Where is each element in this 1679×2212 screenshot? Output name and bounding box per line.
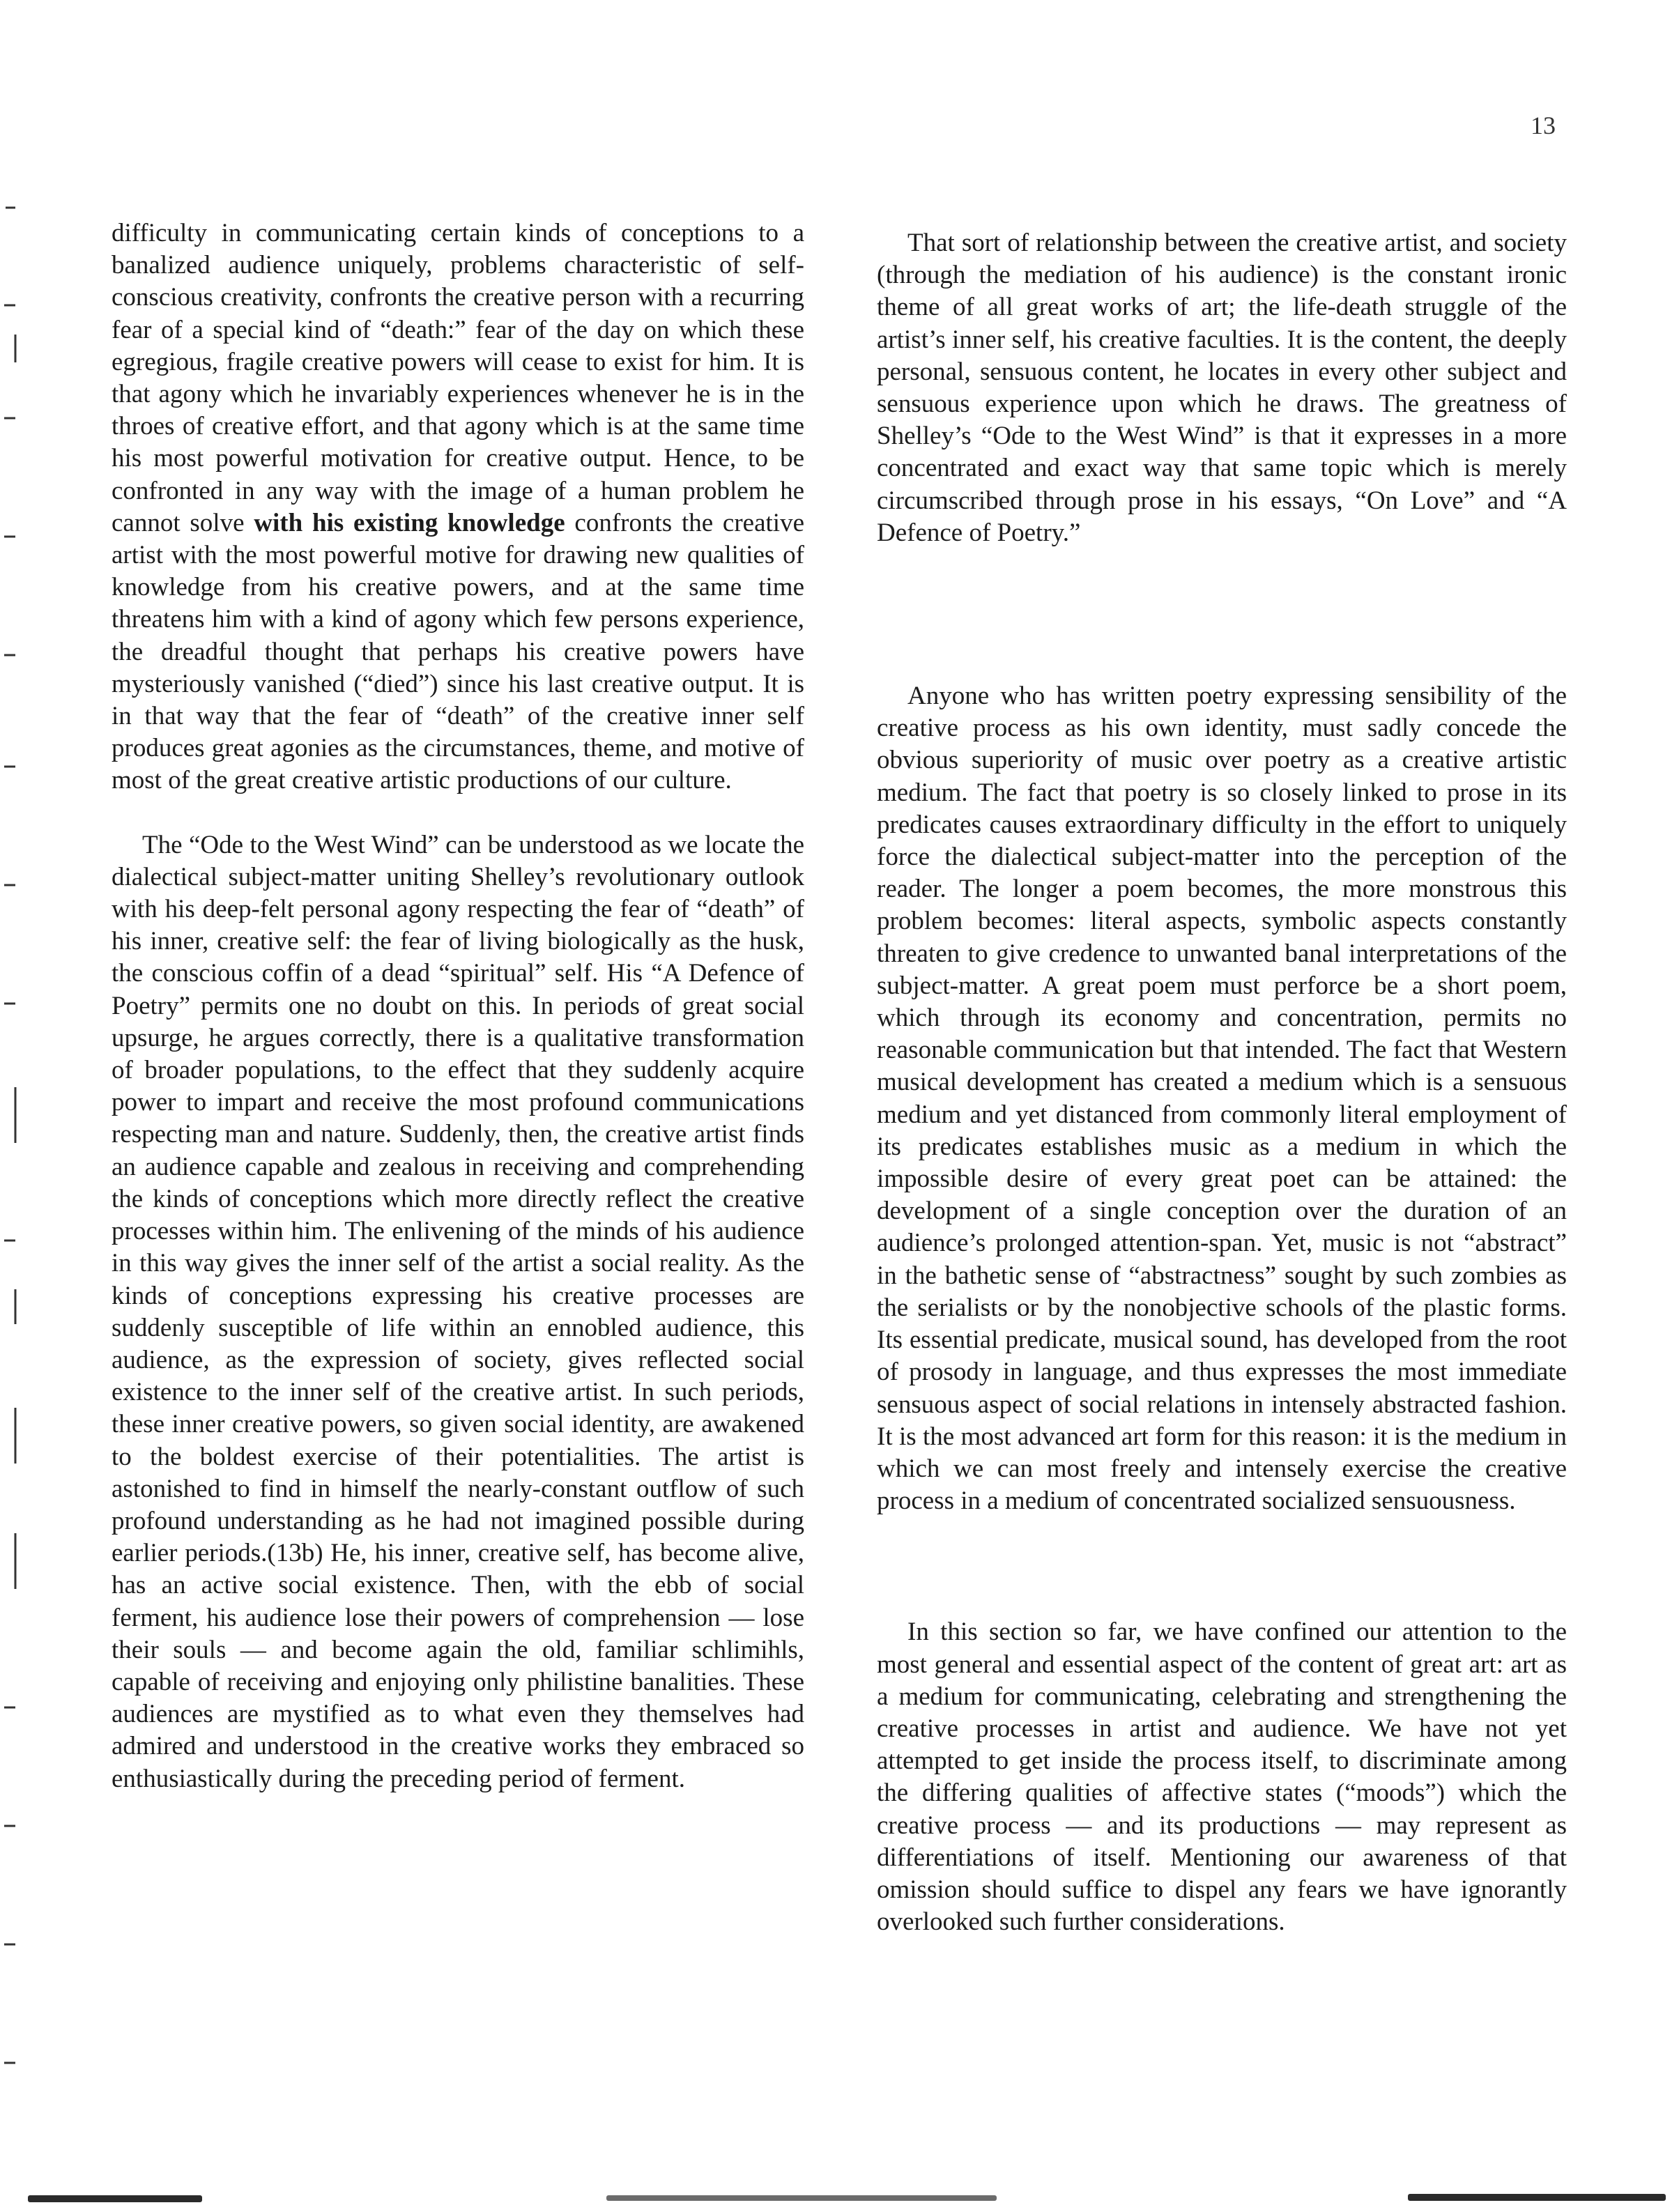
paragraph-text: confronts the creative artist with the most powerful motive for drawing new qualities of knowledge from his creative powers, and at the same time threatens him with a kind of agony which few persons experience, the dreadful thought that perhaps his creative powers have mysteriously vanished (“died”) since his last creative output. It is in that way that the fear of “death” of the creative inner self produces great agonies as the circumstances, theme, and motive of most of the great creative artistic productions of our culture. bbox=[112, 508, 804, 795]
left-column bbox=[112, 217, 804, 1795]
scan-artifact-bottom-left bbox=[28, 2195, 202, 2202]
emphasized-phrase: with his existing knowledge bbox=[254, 508, 565, 537]
right-paragraph-1: That sort of relationship between the creative artist, and society (through the mediation of his audience) is the constant ironic theme of all great works of art; the life-death struggle of the artist’s inner self, his creative faculties. It is the content, the deeply personal, sensuous content, he locates in every other subject and sensuous experience upon which he draws. The greatness of Shelley’s “Ode to the West Wind” is that it expresses in a more concentrated and exact way that same topic which is merely circumscribed through prose in his essays, “On Love” and “A Defence of Poetry.” bbox=[877, 229, 1567, 547]
left-paragraph-2: The “Ode to the West Wind” can be understood as we locate the dialectical subject-matter uniting Shelley’s revolutionary outlook with his deep-felt personal agony respecting the fear of “death” of his inner, creative self: the fear of living biologically as the husk, the conscious coffin of a dead “spiritual” self. His “A Defence of Poetry” permits one no doubt on this. In periods of great social upsurge, he argues correctly, there is a qualitative transformation of broader populations, to the effect that they suddenly acquire power to impart and receive the most profound communications respecting man and nature. Suddenly, then, the creative artist finds an audience capable and zealous in receiving and comprehending the kinds of conceptions which more directly reflect the creative processes within him. The enlivening of the minds of his audience in this way gives the inner self of the artist a social reality. As the kinds of conceptions expressing his creative processes are suddenly susceptible of life within an ennobled audience, this audience, as the expression of society, gives reflected social existence to the inner self of the creative artist. In such periods, these inner creative powers, so given social identity, are awakened to the boldest exercise of their potentialities. The artist is astonished to find in himself the nearly-constant outflow of such profound understanding as he had not imagined possible during earlier periods.(13b) He, his inner, creative self, has become alive, has an active social existence. Then, with the ebb of social ferment, his audience lose their powers of comprehension — lose their souls — and become again the old, familiar schlimihls, capable of receiving and enjoying only philistine banalities. These audiences are mystified as to what even they themselves had admired and understood in the creative works they embraced so enthusiastically during the preceding period of ferment. bbox=[112, 830, 804, 1793]
scan-margin-marks bbox=[0, 0, 21, 2212]
page-number: 13 bbox=[1531, 112, 1556, 139]
right-paragraph-3: In this section so far, we have confined our attention to the most general and essential aspect of the content of great art: art as a medium for communicating, celebrating and strengthening the creative processes in artist and audience. We have not yet attempted to get inside the process itself, to discriminate among the differing qualities of affective states (“moods”) which the creative process — and its productions — may represent as differentiations of itself. Mentioning our awareness of that omission should suffice to dispel any fears we have ignorantly overlooked such further considerations. bbox=[877, 1618, 1567, 1937]
left-paragraph-1 bbox=[112, 217, 804, 797]
scan-artifact-bottom-right bbox=[1408, 2194, 1666, 2201]
paragraph-text: difficulty in communicating certain kinds of conceptions to a banalized audience uniquely, problems characteristic of self-conscious creativity, confronts the creative person with a recurring fear of a special kind of “death:” fear of the day on which these egregious, fragile creative powers will cease to exist for him. It is that agony which he invariably experiences whenever he is in the throes of creative effort, and that agony which is at the same time his most powerful motivation for creative output. Hence, to be confronted in any way with the image of a human problem he cannot solve bbox=[112, 219, 804, 537]
right-paragraph-2: Anyone who has written poetry expressing sensibility of the creative process as his own identity, must sadly concede the obvious superiority of music over poetry as a creative artistic medium. The fact that poetry is so closely linked to prose in its predicates causes extraordinary difficulty in the effort to uniquely force the dialectical subject-matter into the perception of the reader. The longer a poem becomes, the more monstrous this problem becomes: literal aspects, symbolic aspects constantly threaten to give credence to unwanted banal interpretations of the subject-matter. A great poem must perforce be a short poem, which through its economy and concentration, permits no reasonable communication but that intended. The fact that Western musical development has created a medium which is a sensuous medium and yet distanced from commonly literal employment of its predicates establishes music as a medium in which the impossible desire of every great poet can be attained: the development of a single conception over the duration of an audience’s prolonged attention-span. Yet, music is not “abstract” in the bathetic sense of “abstractness” sought by such zombies as the serialists or by the nonobjective schools of the plastic forms. Its essential predicate, musical sound, has developed from the root of prosody in language, and thus expresses the most immediate sensuous aspect of social relations in intensely abstracted fashion. It is the most advanced art form for this reason: it is the medium in which we can most freely and intensely exercise the creative process in a medium of concentrated socialized sensuousness. bbox=[877, 682, 1567, 1516]
scan-artifact-bottom-center bbox=[606, 2195, 997, 2201]
right-column bbox=[877, 227, 1567, 1938]
